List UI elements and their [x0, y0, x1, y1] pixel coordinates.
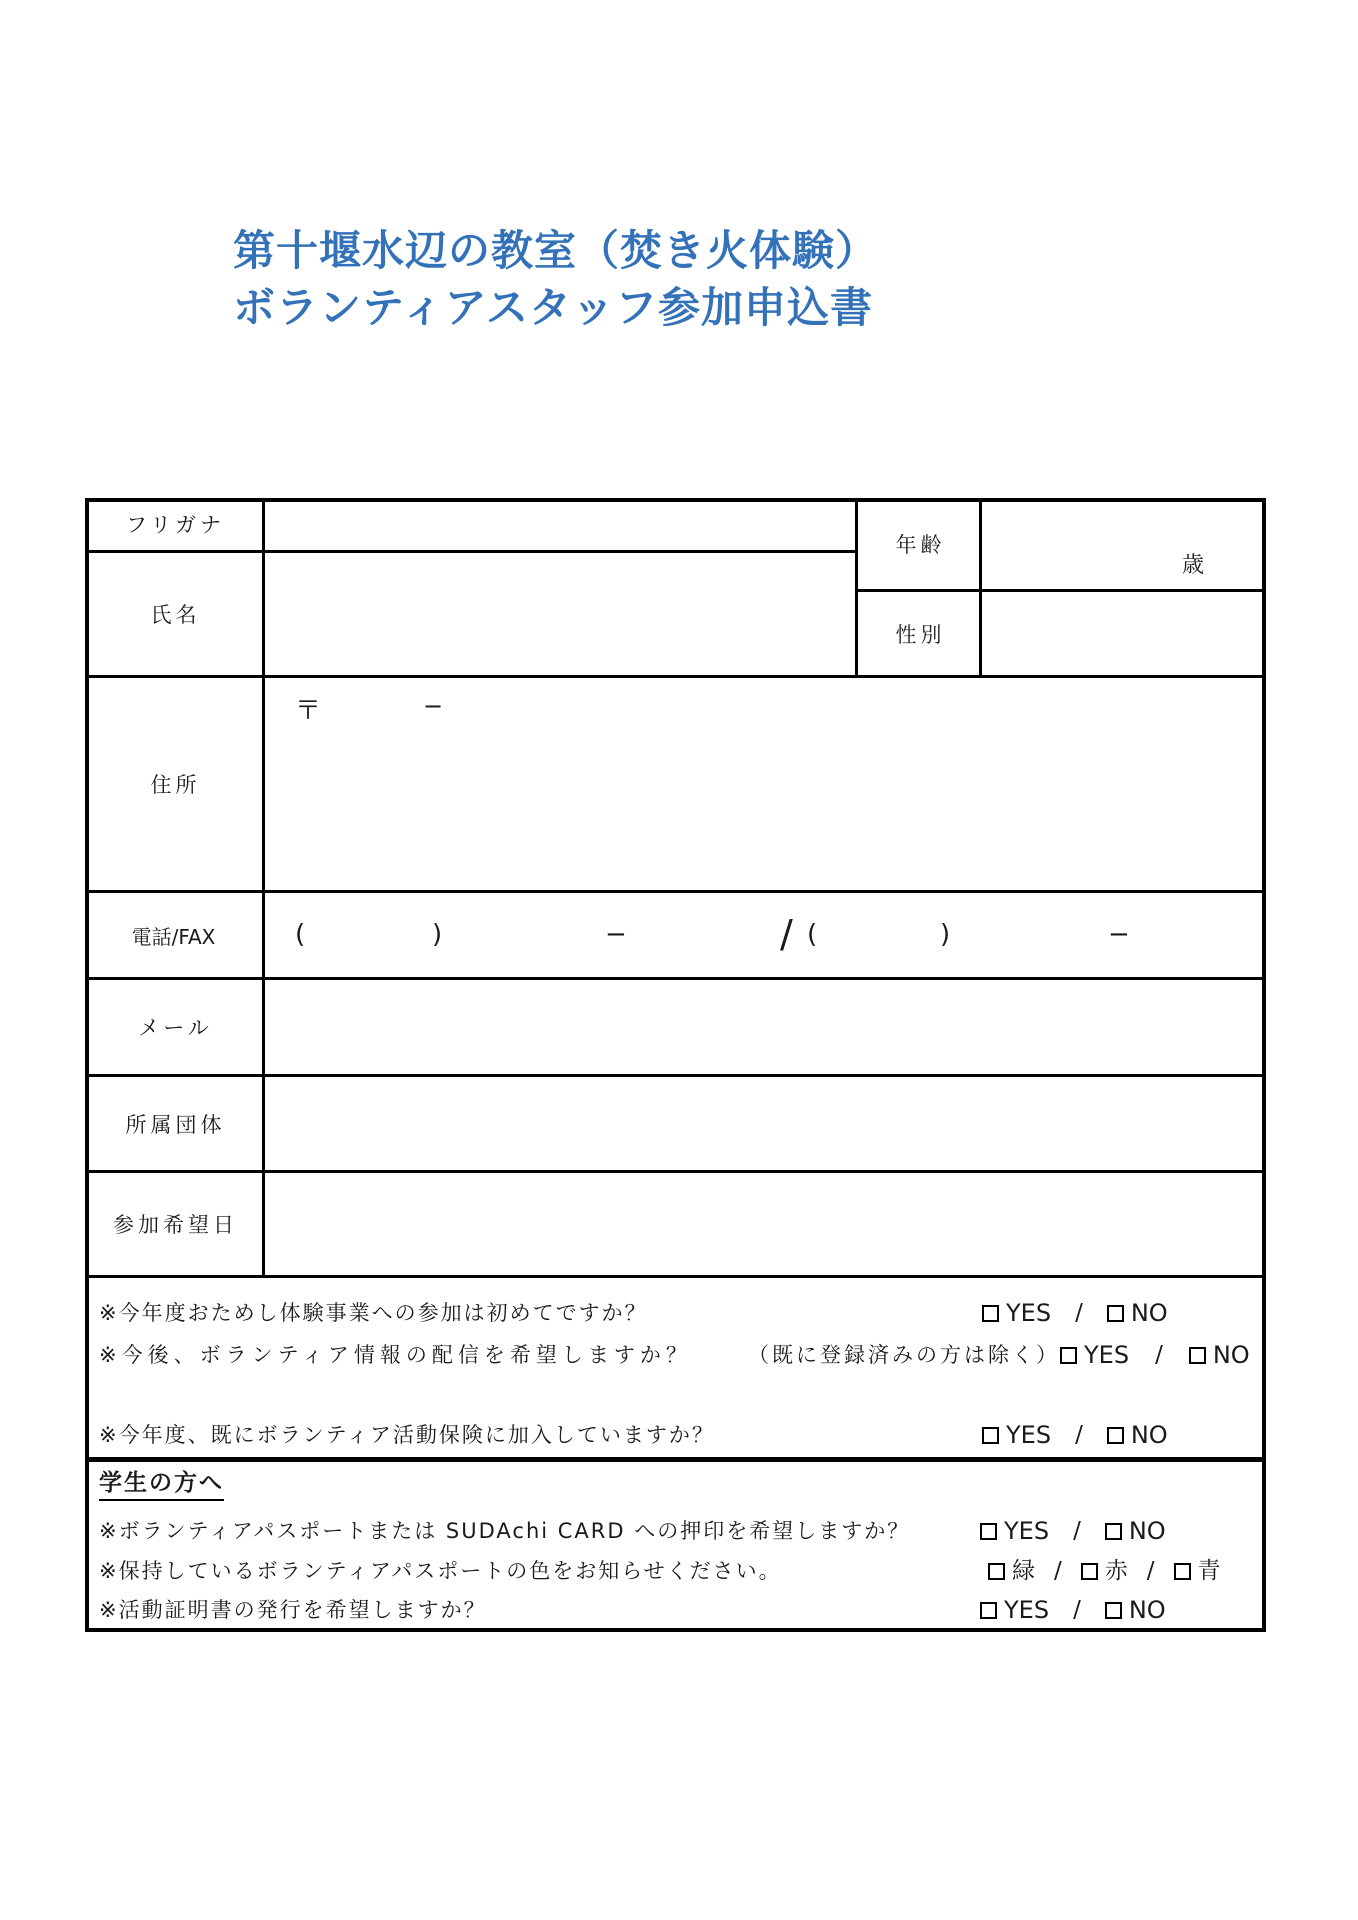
form-title-line2: ボランティアスタッフ参加申込書	[233, 283, 873, 332]
question-row-1	[85, 1296, 1266, 1330]
address-input[interactable]	[265, 678, 1266, 893]
option-yes[interactable]: YES	[1060, 1338, 1129, 1372]
question-1-options	[982, 1296, 1168, 1330]
checkbox-icon[interactable]	[1107, 1305, 1124, 1322]
email-input[interactable]	[265, 980, 1266, 1077]
checkbox-icon[interactable]	[982, 1305, 999, 1322]
option-separator: /	[1146, 1558, 1155, 1584]
option-no[interactable]: NO	[1107, 1296, 1168, 1330]
option-separator: /	[1073, 1597, 1081, 1623]
gender-label: 性別	[858, 592, 982, 678]
student-section	[85, 1462, 1266, 1632]
checkbox-icon[interactable]	[1105, 1602, 1122, 1619]
fax-dash: −	[1108, 919, 1130, 950]
option-separator: /	[1075, 1300, 1083, 1326]
checkbox-icon[interactable]	[1189, 1347, 1206, 1364]
form-title-line1: 第十堰水辺の教室（焚き火体験）	[233, 226, 879, 275]
option-separator: /	[1054, 1558, 1062, 1584]
student-question-row-1	[85, 1514, 1266, 1548]
phone-paren-close: )	[432, 919, 443, 950]
checkbox-icon[interactable]	[982, 1427, 999, 1444]
preferred-date-label: 参加希望日	[85, 1173, 265, 1278]
question-3-options	[982, 1418, 1168, 1452]
option-yes[interactable]: YES	[980, 1514, 1049, 1548]
email-label: メール	[85, 980, 265, 1077]
option-red[interactable]: 赤	[1081, 1554, 1128, 1588]
age-input[interactable]	[982, 498, 1266, 592]
option-separator: /	[1073, 1518, 1081, 1544]
option-yes[interactable]: YES	[982, 1418, 1051, 1452]
preferred-date-input[interactable]	[265, 1173, 1266, 1278]
student-question-row-2	[85, 1554, 1266, 1588]
option-no[interactable]: NO	[1189, 1338, 1250, 1372]
question-text: ※ボランティアパスポートまたは SUDAchi CARD への押印を希望しますか？	[99, 1519, 911, 1543]
question-text: ※今年度おためし体験事業への参加は初めてですか？	[99, 1301, 648, 1325]
gender-input[interactable]	[982, 592, 1266, 678]
question-2-options	[1060, 1338, 1250, 1372]
option-no[interactable]: NO	[1105, 1514, 1166, 1548]
furigana-input[interactable]	[265, 498, 858, 553]
student-question-row-3	[85, 1593, 1266, 1627]
age-unit-label: 歳	[1181, 553, 1204, 578]
question-text: ※保持しているボランティアパスポートの色をお知らせください。	[99, 1559, 782, 1583]
name-label: 氏名	[85, 553, 265, 678]
postal-mark-icon: 〒	[295, 696, 322, 726]
checkbox-icon[interactable]	[1174, 1563, 1191, 1580]
address-label: 住所	[85, 678, 265, 893]
phone-fax-input[interactable]	[265, 893, 1266, 980]
fax-paren-open: (	[807, 919, 818, 950]
option-yes[interactable]: YES	[980, 1593, 1049, 1627]
name-input[interactable]	[265, 553, 858, 678]
checkbox-icon[interactable]	[1105, 1523, 1122, 1540]
organization-label: 所属団体	[85, 1077, 265, 1173]
fax-paren-close: )	[940, 919, 951, 950]
student-question-2-options	[988, 1554, 1221, 1588]
checkbox-icon[interactable]	[988, 1563, 1005, 1580]
student-question-1-options	[980, 1514, 1166, 1548]
question-row-2	[85, 1338, 1266, 1372]
furigana-label: フリガナ	[85, 498, 265, 553]
question-text: ※今後、ボランティア情報の配信を希望しますか？	[99, 1343, 692, 1367]
checkbox-icon[interactable]	[1081, 1563, 1098, 1580]
option-green[interactable]: 緑	[988, 1554, 1035, 1588]
phone-paren-open: (	[295, 919, 306, 950]
question-note: （既に登録済みの方は除く）	[748, 1343, 1060, 1367]
postal-code-dash: −	[423, 692, 444, 720]
phone-fax-label: 電話/FAX	[85, 893, 265, 980]
option-yes[interactable]: YES	[982, 1296, 1051, 1330]
question-text: ※今年度、既にボランティア活動保険に加入していますか？	[99, 1423, 715, 1447]
option-separator: /	[1155, 1342, 1163, 1368]
option-separator: /	[1075, 1422, 1083, 1448]
question-row-3	[85, 1418, 1266, 1452]
application-table	[85, 498, 1266, 1632]
organization-input[interactable]	[265, 1077, 1266, 1173]
option-no[interactable]: NO	[1107, 1418, 1168, 1452]
checkbox-icon[interactable]	[980, 1602, 997, 1619]
checkbox-icon[interactable]	[980, 1523, 997, 1540]
phone-fax-slash: /	[780, 912, 793, 957]
checkbox-icon[interactable]	[1060, 1347, 1077, 1364]
form-title	[233, 222, 878, 336]
age-label: 年齢	[858, 498, 982, 592]
question-text: ※活動証明書の発行を希望しますか？	[99, 1598, 487, 1622]
option-no[interactable]: NO	[1105, 1593, 1166, 1627]
checkbox-icon[interactable]	[1107, 1427, 1124, 1444]
student-section-heading: 学生の方へ	[99, 1470, 224, 1501]
phone-dash: −	[605, 919, 627, 950]
questions-section	[85, 1278, 1266, 1462]
option-blue[interactable]: 青	[1174, 1554, 1221, 1588]
student-question-3-options	[980, 1593, 1166, 1627]
